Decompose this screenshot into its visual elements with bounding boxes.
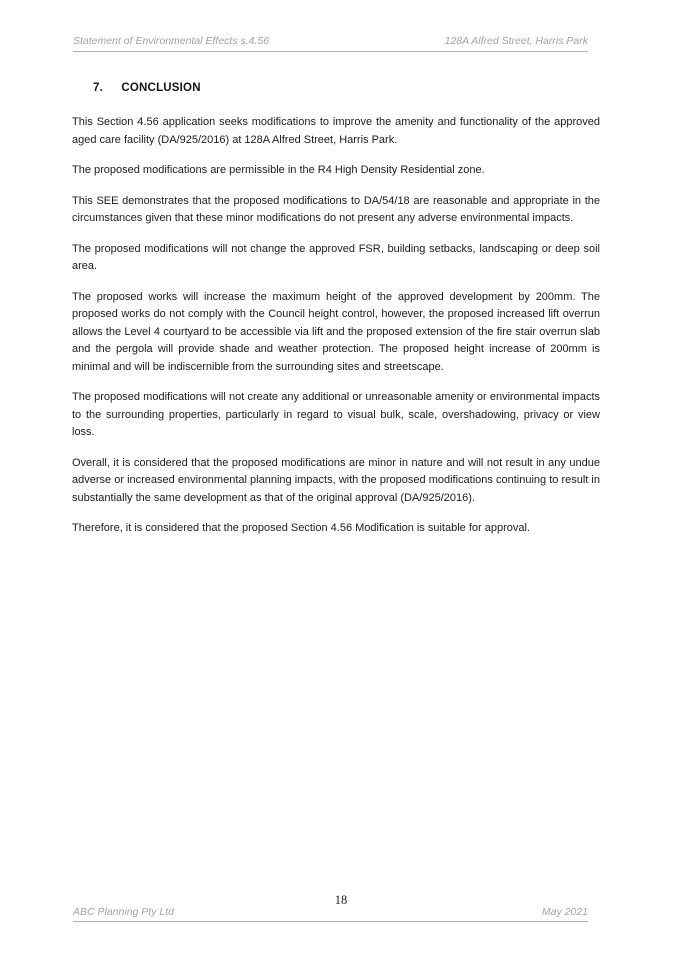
body-paragraphs [72,114,600,538]
page-header [73,35,588,52]
header-title: Statement of Environmental Effects s.4.56 [73,35,270,47]
body-paragraph: The proposed modifications will not create any additional or unreasonable amenity or environmental impacts to the surrounding properties, particularly in regard to visual bulk, scale, overshadowing, privacy or view loss. [72,391,600,438]
footer-company: ABC Planning Pty Ltd [73,906,174,918]
body-paragraph: Therefore, it is considered that the proposed Section 4.56 Modification is suitable for approval. [72,522,530,534]
footer-date: May 2021 [541,906,588,918]
body-paragraph: This Section 4.56 application seeks modifications to improve the amenity and functionality of the approved aged care facility (DA/925/2016) at 128A Alfred Street, Harris Park. [72,116,600,146]
body-paragraph: The proposed modifications are permissible in the R4 High Density Residential zone. [72,164,485,176]
body-paragraph: The proposed modifications will not change the approved FSR, building setbacks, landscaping or deep soil area. [72,242,600,272]
page-content [72,82,600,551]
body-paragraph: Overall, it is considered that the proposed modifications are minor in nature and will not result in any undue adverse or increased environmental planning impacts, with the proposed modifications continuing to result in substantially the same development as that of the original approval (DA/925/2016). [72,456,600,504]
body-paragraph: The proposed works will increase the maximum height of the approved development by 200mm. The proposed works do not comply with the Council height control, however, the proposed increased lift overrun allows the Level 4 courtyard to be accessible via lift and the proposed extension of the fire stair overrun slab and the pergola will provide shade and weather protection. The proposed height increase of 200mm is minimal and will be indiscernible from the surrounding sites and streetscape. [72,290,600,373]
page-footer [73,906,588,922]
page-number: 18 [334,893,348,907]
section-title: CONCLUSION [121,82,201,94]
header-address: 128A Alfred Street, Harris Park [444,35,588,47]
section-heading [93,82,600,94]
body-paragraph: This SEE demonstrates that the proposed modifications to DA/54/18 are reasonable and appropriate in the circumstances given that these minor modifications do not present any adverse environmental impacts. [72,194,600,224]
section-number: 7. [93,82,103,94]
